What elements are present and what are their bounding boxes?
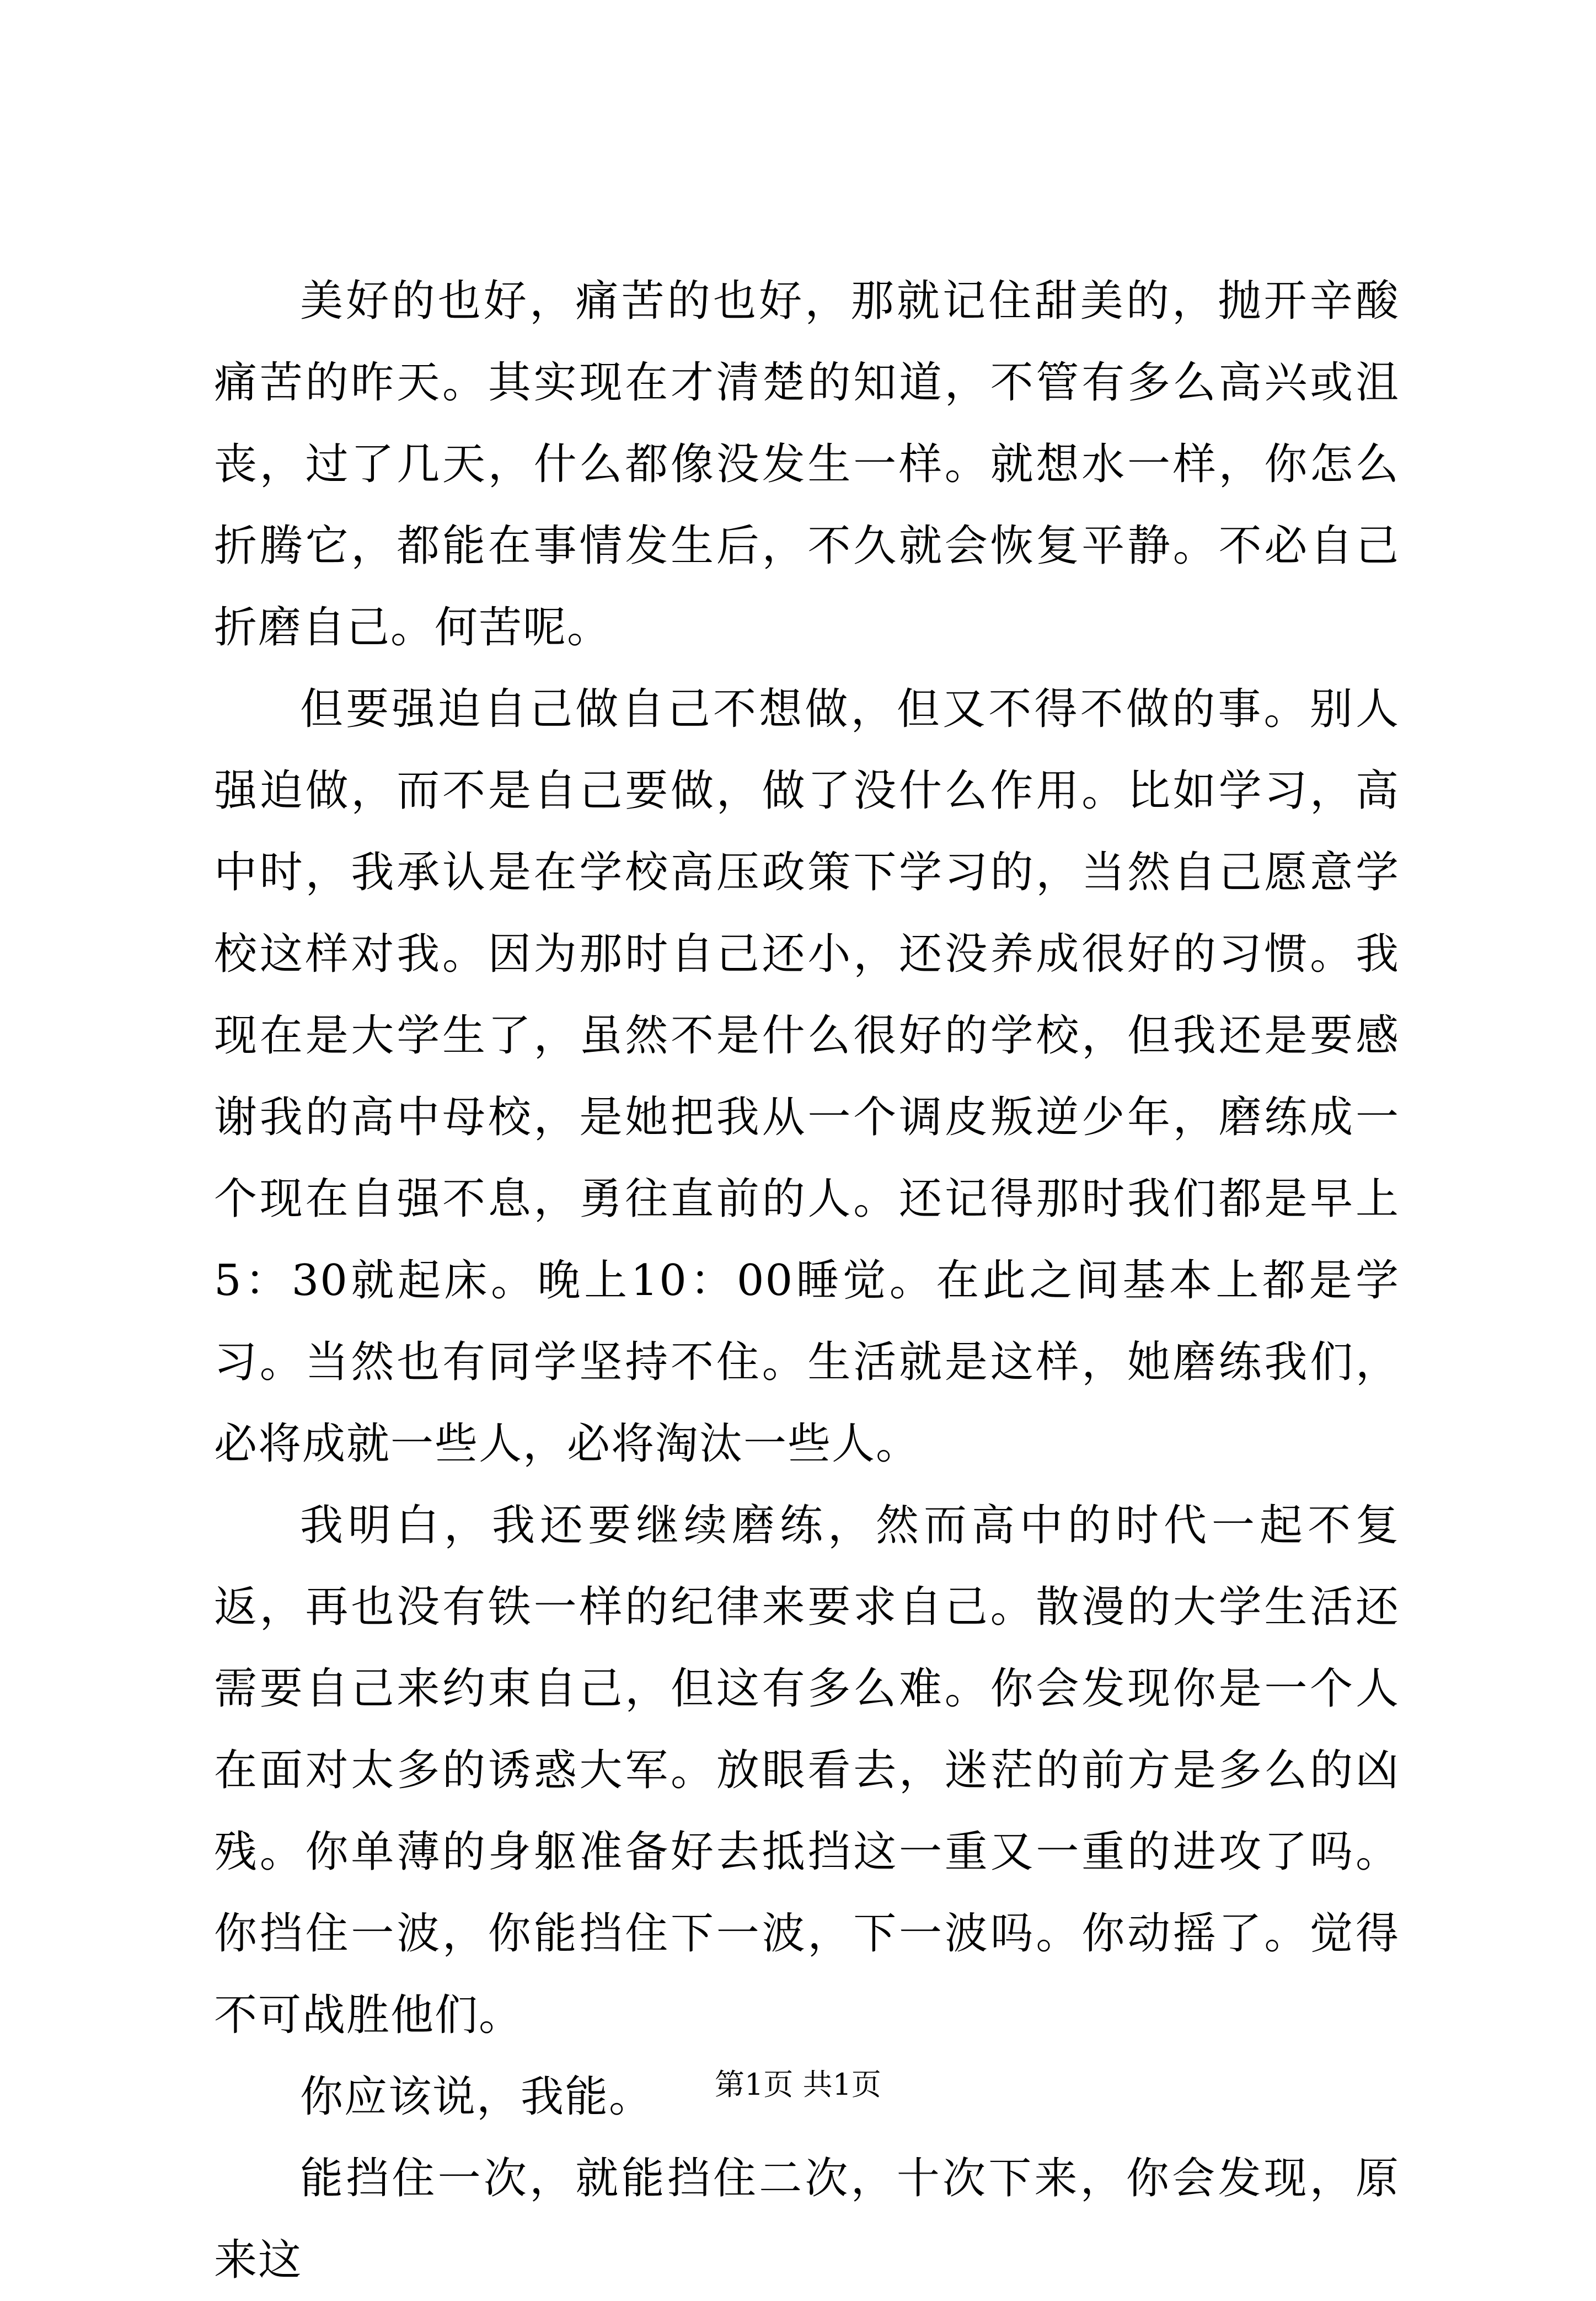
document-body: [214, 260, 1400, 2301]
paragraph: 我明白，我还要继续磨练，然而高中的时代一起不复返，再也没有铁一样的纪律来要求自己。散漫的大学生活还需要自己来约束自己，但这有多么难。你会发现你是一个人在面对太多的诱惑大军。放眼看去，迷茫的前方是多么的凶残。你单薄的身躯准备好去抵挡这一重又一重的进攻了吗。你挡住一波，你能挡住下一波，下一波吗。你动摇了。觉得不可战胜他们。: [214, 1501, 1400, 2040]
paragraph: 但要强迫自己做自己不想做，但又不得不做的事。别人强迫做，而不是自己要做，做了没什么作用。比如学习，高中时，我承认是在学校高压政策下学习的，当然自己愿意学校这样对我。因为那时自己还小，还没养成很好的习惯。我现在是大学生了，虽然不是什么很好的学校，但我还是要感谢我的高中母校，是她把我从一个调皮叛逆少年，磨练成一个现在自强不息，勇往直前的人。还记得那时我们都是早上5：30就起床。晚上10：00睡觉。在此之间基本上都是学习。当然也有同学坚持不住。生活就是这样，她磨练我们，必将成就一些人，必将淘汰一些人。: [214, 684, 1400, 1469]
page-footer: 第1页 共1页: [715, 2067, 881, 2102]
paragraph: 能挡住一次，就能挡住二次，十次下来，你会发现，原来这: [214, 2154, 1400, 2285]
paragraph: 你应该说，我能。: [300, 2072, 654, 2122]
paragraph: 美好的也好，痛苦的也好，那就记住甜美的，抛开辛酸痛苦的昨天。其实现在才清楚的知道，不管有多么高兴或沮丧，过了几天，什么都像没发生一样。就想水一样，你怎么折腾它，都能在事情发生后，不久就会恢复平静。不必自己折磨自己。何苦呢。: [214, 276, 1400, 652]
